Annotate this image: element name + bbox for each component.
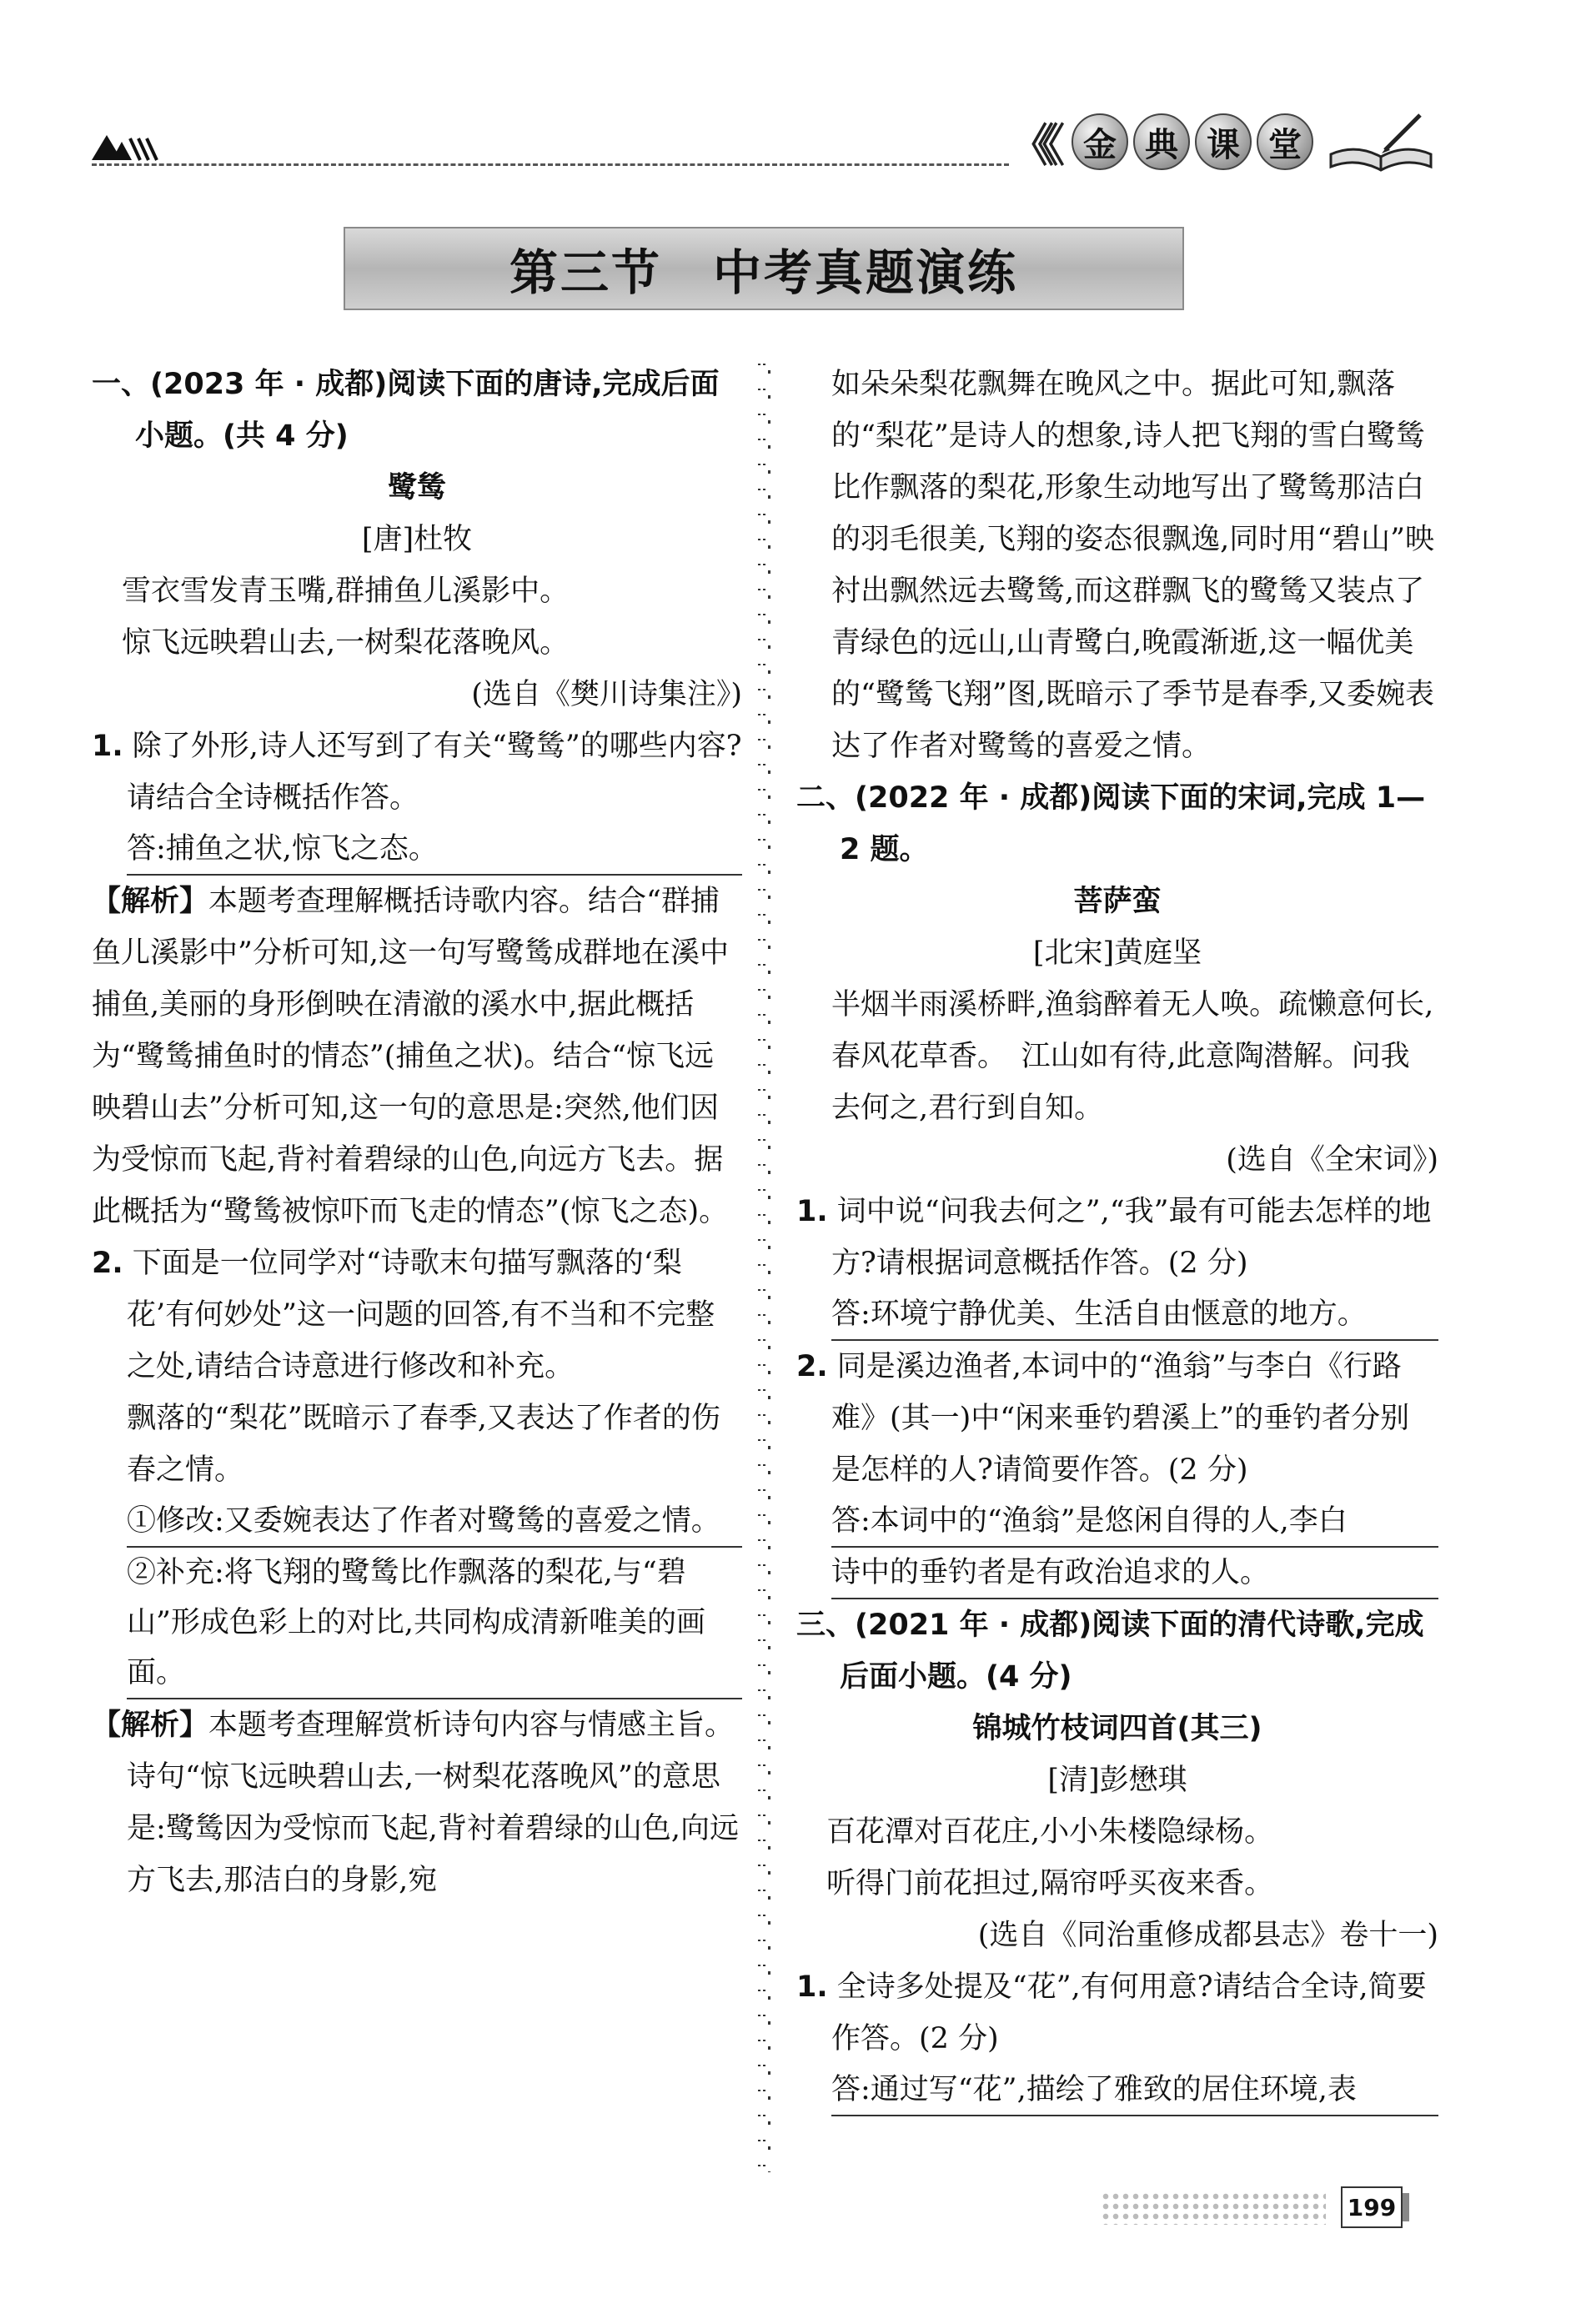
fix-label: ①修改: xyxy=(127,1504,224,1538)
poem-source: (选自《樊川诗集注》) xyxy=(471,678,742,711)
analysis-continued: 如朵朵梨花飘舞在晚风之中。据此可知,飘落的“梨花”是诗人的想象,诗人把飞翔的雪白鹭鸶比作飘落的梨花,形象生动地写出了鹭鸶那洁白的羽毛很美,飞翔的姿态很飘逸,同时用“碧山”映衬出飘然远去鹭鸶,而这群飘飞的鹭鸶又装点了青绿色的远山,山青鹭白,晚霞渐逝,这一幅优美的“鹭鸶飞翔”图,既暗示了季节是春季,又委婉表达了作者对鹭鸶的喜爱之情。 xyxy=(831,368,1435,763)
question-item xyxy=(92,720,742,824)
question-item xyxy=(796,1186,1438,1289)
answer-text: 答:本词中的“渔翁”是悠闲自得的人,李白 xyxy=(831,1496,1438,1548)
answer-text xyxy=(127,1496,742,1548)
item-text: 词中说“问我去何之”,“我”最有可能去怎样的地方?请根据词意概括作答。(2 分) xyxy=(831,1195,1432,1280)
answer-text: 答:通过写“花”,描绘了雅致的居住环境,表 xyxy=(831,2065,1438,2116)
answer-block xyxy=(92,824,742,876)
add-text: 将飞翔的鹭鸶比作飘落的梨花,与“碧山”形成色彩上的对比,共同构成清新唯美的画面。 xyxy=(127,1556,706,1689)
question-heading: 三、(2021 年 · 成都)阅读下面的清代诗歌,完成后面小题。(4 分) xyxy=(796,1609,1424,1694)
poem-source: (选自《全宋词》) xyxy=(1226,1143,1438,1177)
item-text: 除了外形,诗人还写到了有关“鹭鸶”的哪些内容?请结合全诗概括作答。 xyxy=(127,730,742,815)
chevron-left-icon: 《《 xyxy=(1009,118,1053,172)
poem-text: 半烟半雨溪桥畔,渔翁醉着无人唤。疏懒意何长,春风花草香。 江山如有待,此意陶潜解。问我去何之,君行到自知。 xyxy=(831,988,1434,1125)
answer-block xyxy=(92,1496,742,1548)
answer-block xyxy=(796,2065,1438,2116)
poem-author: [清]彭懋琪 xyxy=(1047,1764,1187,1797)
answer-text: 答:捕鱼之状,惊飞之态。 xyxy=(127,824,742,876)
analysis-block xyxy=(92,876,742,1237)
page-number: 199 xyxy=(1341,2186,1403,2228)
answer-text xyxy=(127,1548,742,1699)
question-item xyxy=(796,1961,1438,2065)
brand-char: 课 xyxy=(1195,113,1252,170)
student-answer-quote: 飘落的“梨花”既暗示了春季,又表达了作者的伤春之情。 xyxy=(127,1402,720,1487)
brand-char: 堂 xyxy=(1257,113,1313,170)
poem-author: [唐]杜牧 xyxy=(361,523,473,556)
poem-title: 鹭鸶 xyxy=(387,471,446,504)
poem-title: 菩萨蛮 xyxy=(1073,885,1162,918)
question-item xyxy=(796,1341,1438,1496)
analysis-continued: 诗句“惊飞远映碧山去,一树梨花落晚风”的意思是:鹭鸶因为受惊而飞起,背衬着碧绿的山色,向远方飞去,那洁白的身影,宛 xyxy=(127,1760,740,1897)
item-number: 1. xyxy=(796,1970,828,2004)
poem-source: (选自《同治重修成都县志》卷十一) xyxy=(977,1919,1438,1952)
fix-text: 又委婉表达了作者对鹭鸶的喜爱之情。 xyxy=(223,1504,720,1538)
section-title-banner xyxy=(344,227,1184,310)
answer-text: 答:环境宁静优美、生活自由惬意的地方。 xyxy=(831,1289,1438,1341)
item-number: 2. xyxy=(796,1350,828,1383)
header-divider xyxy=(92,163,1009,166)
brand-logo xyxy=(1009,100,1435,183)
analysis-text: 本题考查理解赏析诗句内容与情感主旨。 xyxy=(208,1709,735,1742)
question-heading: 一、(2023 年 · 成都)阅读下面的唐诗,完成后面小题。(共 4 分) xyxy=(92,368,720,453)
right-column xyxy=(796,359,1438,2116)
analysis-block xyxy=(92,1699,742,1751)
item-number: 1. xyxy=(92,730,123,763)
poem-line: 百花潭对百花庄,小小朱楼隐绿杨。 xyxy=(826,1815,1274,1849)
add-label: ②补充: xyxy=(127,1556,224,1589)
item-number: 1. xyxy=(796,1195,828,1228)
answer-block xyxy=(796,1496,1438,1599)
brand-char: 典 xyxy=(1133,113,1190,170)
analysis-label: 【解析】 xyxy=(92,885,209,918)
item-number: 2. xyxy=(92,1247,123,1280)
item-text: 下面是一位同学对“诗歌末句描写飘落的‘梨花’有何妙处”这一问题的回答,有不当和不完整之处,请结合诗意进行修改和补充。 xyxy=(127,1247,715,1383)
book-pen-icon xyxy=(1327,108,1435,175)
poem-line: 惊飞远映碧山去,一树梨花落晚风。 xyxy=(122,626,570,660)
section-title: 第三节 中考真题演练 xyxy=(509,244,1018,301)
poem-line: 听得门前花担过,隔帘呼买夜来香。 xyxy=(826,1867,1274,1900)
item-text: 全诗多处提及“花”,有何用意?请结合全诗,简要作答。(2 分) xyxy=(831,1970,1427,2055)
poem-line: 雪衣雪发青玉嘴,群捕鱼儿溪影中。 xyxy=(122,575,570,608)
column-divider xyxy=(760,359,777,2172)
poem-title: 锦城竹枝词四首(其三) xyxy=(972,1712,1262,1745)
question-heading: 二、(2022 年 · 成都)阅读下面的宋词,完成 1—2 题。 xyxy=(796,781,1426,866)
answer-block xyxy=(796,1289,1438,1341)
footer-dot-pattern xyxy=(1101,2191,1326,2225)
poem-author: [北宋]黄庭坚 xyxy=(1032,936,1202,970)
answer-text: 诗中的垂钓者是有政治追求的人。 xyxy=(831,1548,1438,1599)
item-text: 同是溪边渔者,本词中的“渔翁”与李白《行路难》(其一)中“闲来垂钓碧溪上”的垂钓者分别是怎样的人?请简要作答。(2 分) xyxy=(831,1350,1410,1487)
left-column xyxy=(92,359,742,1906)
analysis-label: 【解析】 xyxy=(92,1709,209,1742)
mountain-logo-icon xyxy=(92,132,158,162)
brand-char: 金 xyxy=(1072,113,1128,170)
answer-block xyxy=(92,1548,742,1699)
analysis-text: 本题考查理解概括诗歌内容。结合“群捕鱼儿溪影中”分析可知,这一句写鹭鸶成群地在溪中捕鱼,美丽的身形倒映在清澈的溪水中,据此概括为“鹭鸶捕鱼时的情态”(捕鱼之状)。结合“惊飞远映碧山去”分析可知,这一句的意思是:突然,他们因为受惊而飞起,背衬着碧绿的山色,向远方飞去。据此概括为“鹭鸶被惊吓而飞走的情态”(惊飞之态)。 xyxy=(92,885,730,1228)
question-item xyxy=(92,1237,742,1393)
